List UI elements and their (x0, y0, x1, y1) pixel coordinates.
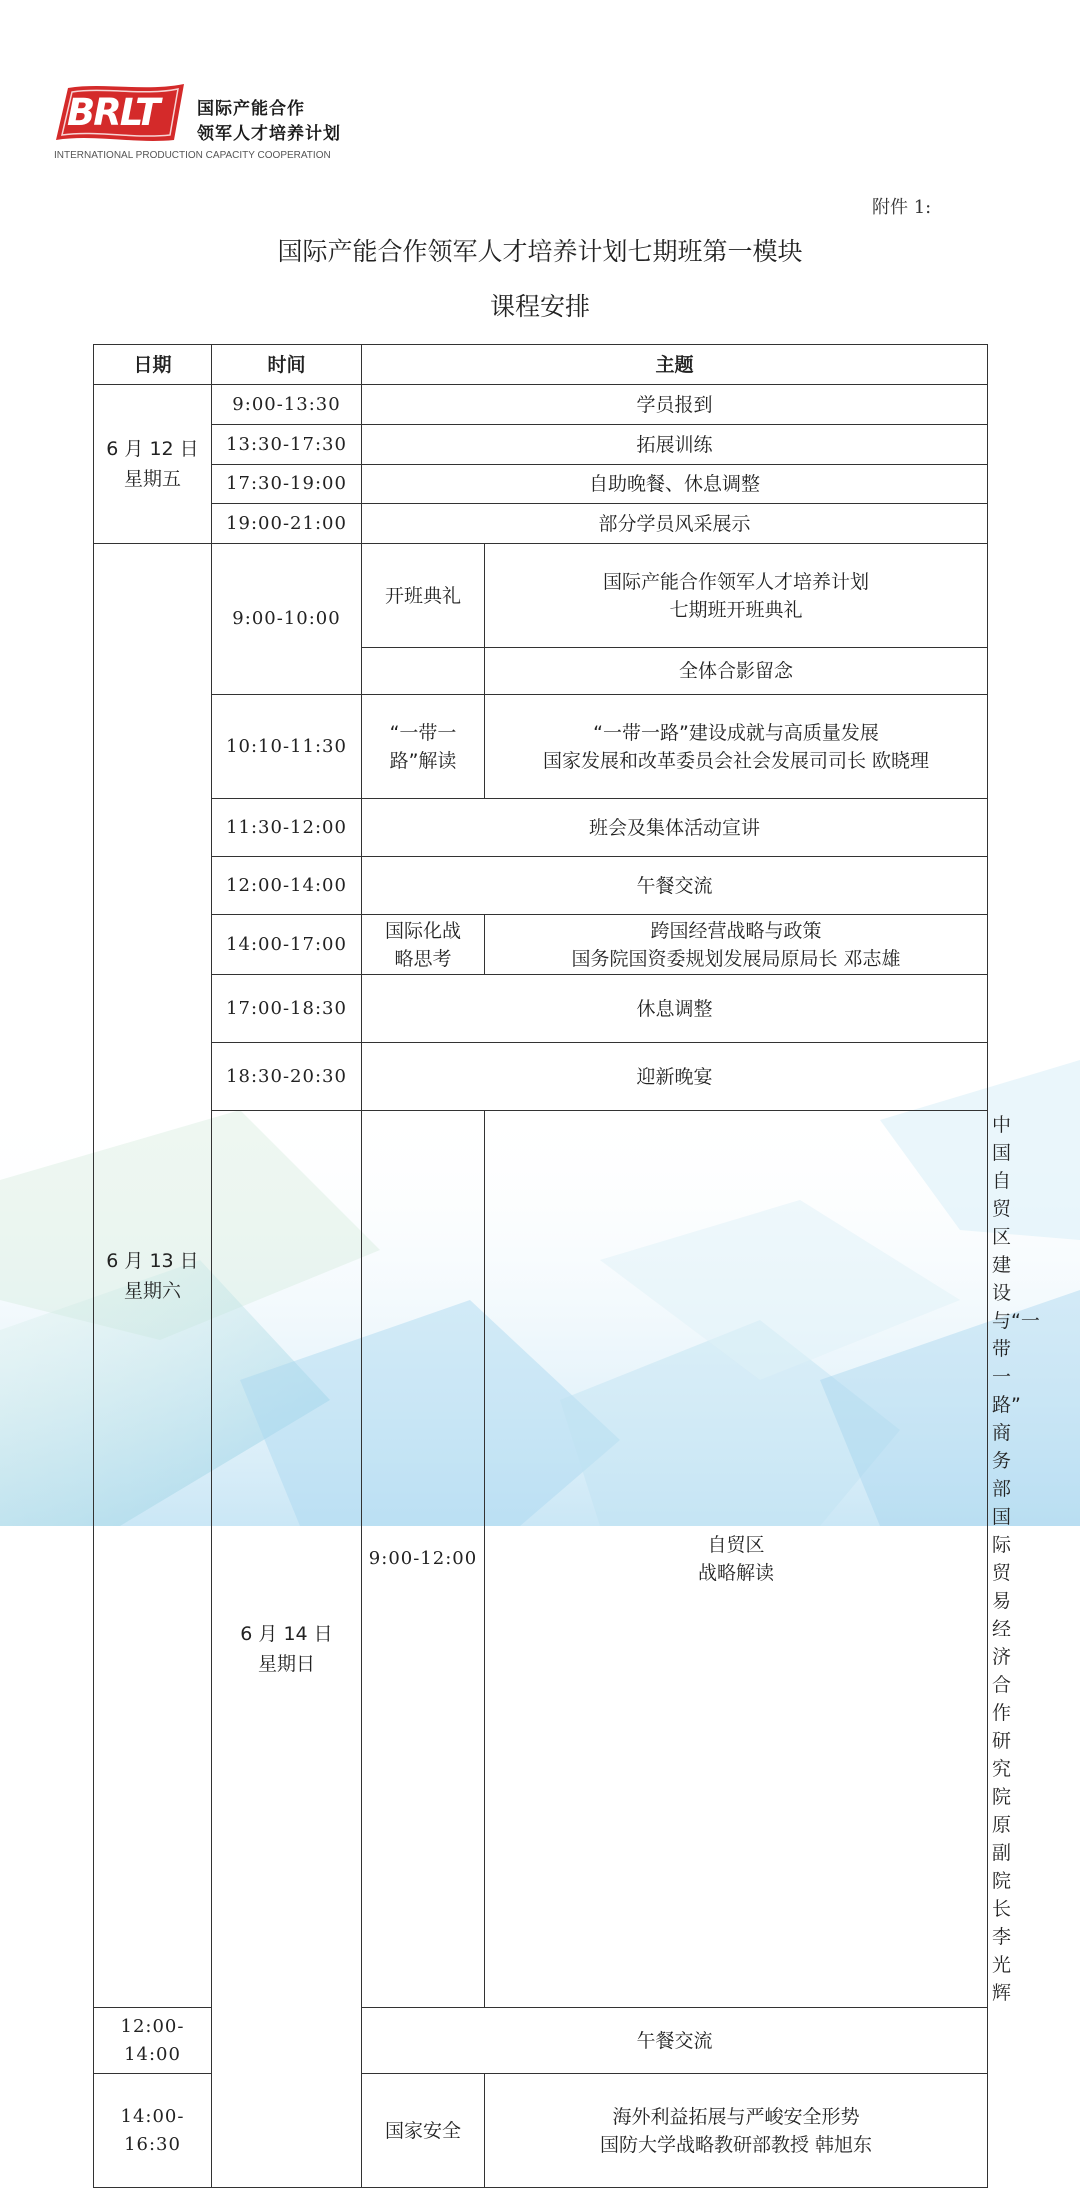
time-cell: 9:00-10:00 (212, 544, 362, 695)
time-cell: 9:00-12:00 (362, 1111, 485, 2008)
time-cell: 17:30-19:00 (212, 465, 362, 504)
topic-cell: 午餐交流 (362, 857, 988, 915)
org-name-line1: 国际产能合作 (197, 99, 305, 119)
org-name-line2: 领军人才培养计划 (197, 124, 341, 144)
weekday-text: 星期五 (123, 468, 181, 490)
topic-line: “一带一路”建设成就与高质量发展 (593, 721, 879, 744)
topic-line: 跨国经营战略与政策 (650, 919, 822, 942)
time-cell: 18:30-20:30 (212, 1043, 362, 1111)
weekday-text: 星期六 (123, 1279, 181, 1302)
table-row (94, 695, 988, 799)
category-cell (362, 695, 485, 799)
time-cell: 14:00-17:00 (212, 915, 362, 975)
date-text: 6 月 13 日 (106, 1249, 199, 1272)
time-cell: 14:00-16:30 (94, 2074, 212, 2188)
table-row (94, 915, 988, 975)
time-cell: 12:00-14:00 (212, 857, 362, 915)
topic-line: 国家发展和改革委员会社会发展司司长 欧晓理 (542, 749, 930, 772)
topic-cell: 班会及集体活动宣讲 (362, 799, 988, 857)
category-cell: 开班典礼 (362, 544, 485, 648)
table-row (94, 857, 988, 915)
logo-text: BRLT (67, 91, 159, 134)
table-row: 6 月 14 日 星期日 9:00-12:00 自贸区 战略解读 际贸易经济合作研究院原副院长 李光辉 (94, 1111, 988, 2008)
category-line: 略思考 (394, 947, 452, 970)
table-row (94, 975, 988, 1043)
category-cell (362, 915, 485, 975)
page-title: 国际产能合作领军人才培养计划七期班第一模块 (277, 237, 803, 266)
time-cell: 10:10-11:30 (212, 695, 362, 799)
time-cell: 17:00-18:30 (212, 975, 362, 1043)
topic-cell (485, 695, 988, 799)
date-cell (94, 544, 212, 2008)
category-cell-empty (362, 648, 485, 695)
header-topic: 主题 (362, 345, 988, 385)
topic-line: 国务院国资委规划发展局原局长 邓志雄 (571, 947, 901, 970)
table-row (94, 385, 988, 425)
category-line: 国际化战 (384, 919, 461, 942)
topic-line: 国际产能合作领军人才培养计划 (603, 570, 870, 593)
header-date: 日期 (94, 345, 212, 385)
page-subtitle: 课程安排 (489, 292, 590, 321)
table-row (94, 1043, 988, 1111)
topic-cell: 拓展训练 (362, 425, 988, 465)
header-time: 时间 (212, 345, 362, 385)
topic-cell: 休息调整 (362, 975, 988, 1043)
date-text: 6 月 14 日 (240, 1623, 333, 1645)
topic-cell: 全体合影留念 (485, 648, 988, 695)
category-line: 自贸区 (707, 1534, 765, 1556)
time-cell: 19:00-21:00 (212, 504, 362, 544)
table-row (94, 425, 988, 465)
attachment-label: 附件 1: (872, 197, 932, 218)
topic-cell: 午餐交流 (362, 2008, 988, 2074)
table-row (94, 544, 988, 648)
date-cell (212, 1111, 362, 2188)
weekday-text: 星期日 (257, 1653, 315, 1675)
time-cell: 9:00-13:30 (212, 385, 362, 425)
time-cell: 11:30-12:00 (212, 799, 362, 857)
table-row (94, 504, 988, 544)
time-cell: 12:00-14:00 (94, 2008, 212, 2074)
date-text: 6 月 12 日 (106, 438, 199, 460)
category-cell (485, 1111, 988, 2008)
category-cell: 国家安全 (362, 2074, 485, 2188)
topic-cell: 部分学员风采展示 (362, 504, 988, 544)
table-header-row (94, 345, 988, 385)
table-row (94, 465, 988, 504)
topic-line: 国防大学战略教研部教授 韩旭东 (599, 2133, 873, 2156)
org-name-english: INTERNATIONAL PRODUCTION CAPACITY COOPERATION (54, 150, 331, 161)
topic-cell: 自助晚餐、休息调整 (362, 465, 988, 504)
category-line: 路”解读 (389, 749, 457, 772)
category-line: 战略解读 (698, 1562, 775, 1584)
schedule-table (93, 344, 1012, 2188)
category-line: “一带一 (389, 721, 457, 744)
topic-cell: 学员报到 (362, 385, 988, 425)
topic-cell (485, 915, 988, 975)
date-cell (94, 385, 212, 544)
time-cell: 13:30-17:30 (212, 425, 362, 465)
table-row (94, 799, 988, 857)
topic-cell (485, 544, 988, 648)
topic-line: 海外利益拓展与严峻安全形势 (612, 2105, 860, 2128)
topic-cell: 迎新晚宴 (362, 1043, 988, 1111)
topic-line: 七期班开班典礼 (669, 598, 803, 621)
topic-cell (485, 2074, 988, 2188)
